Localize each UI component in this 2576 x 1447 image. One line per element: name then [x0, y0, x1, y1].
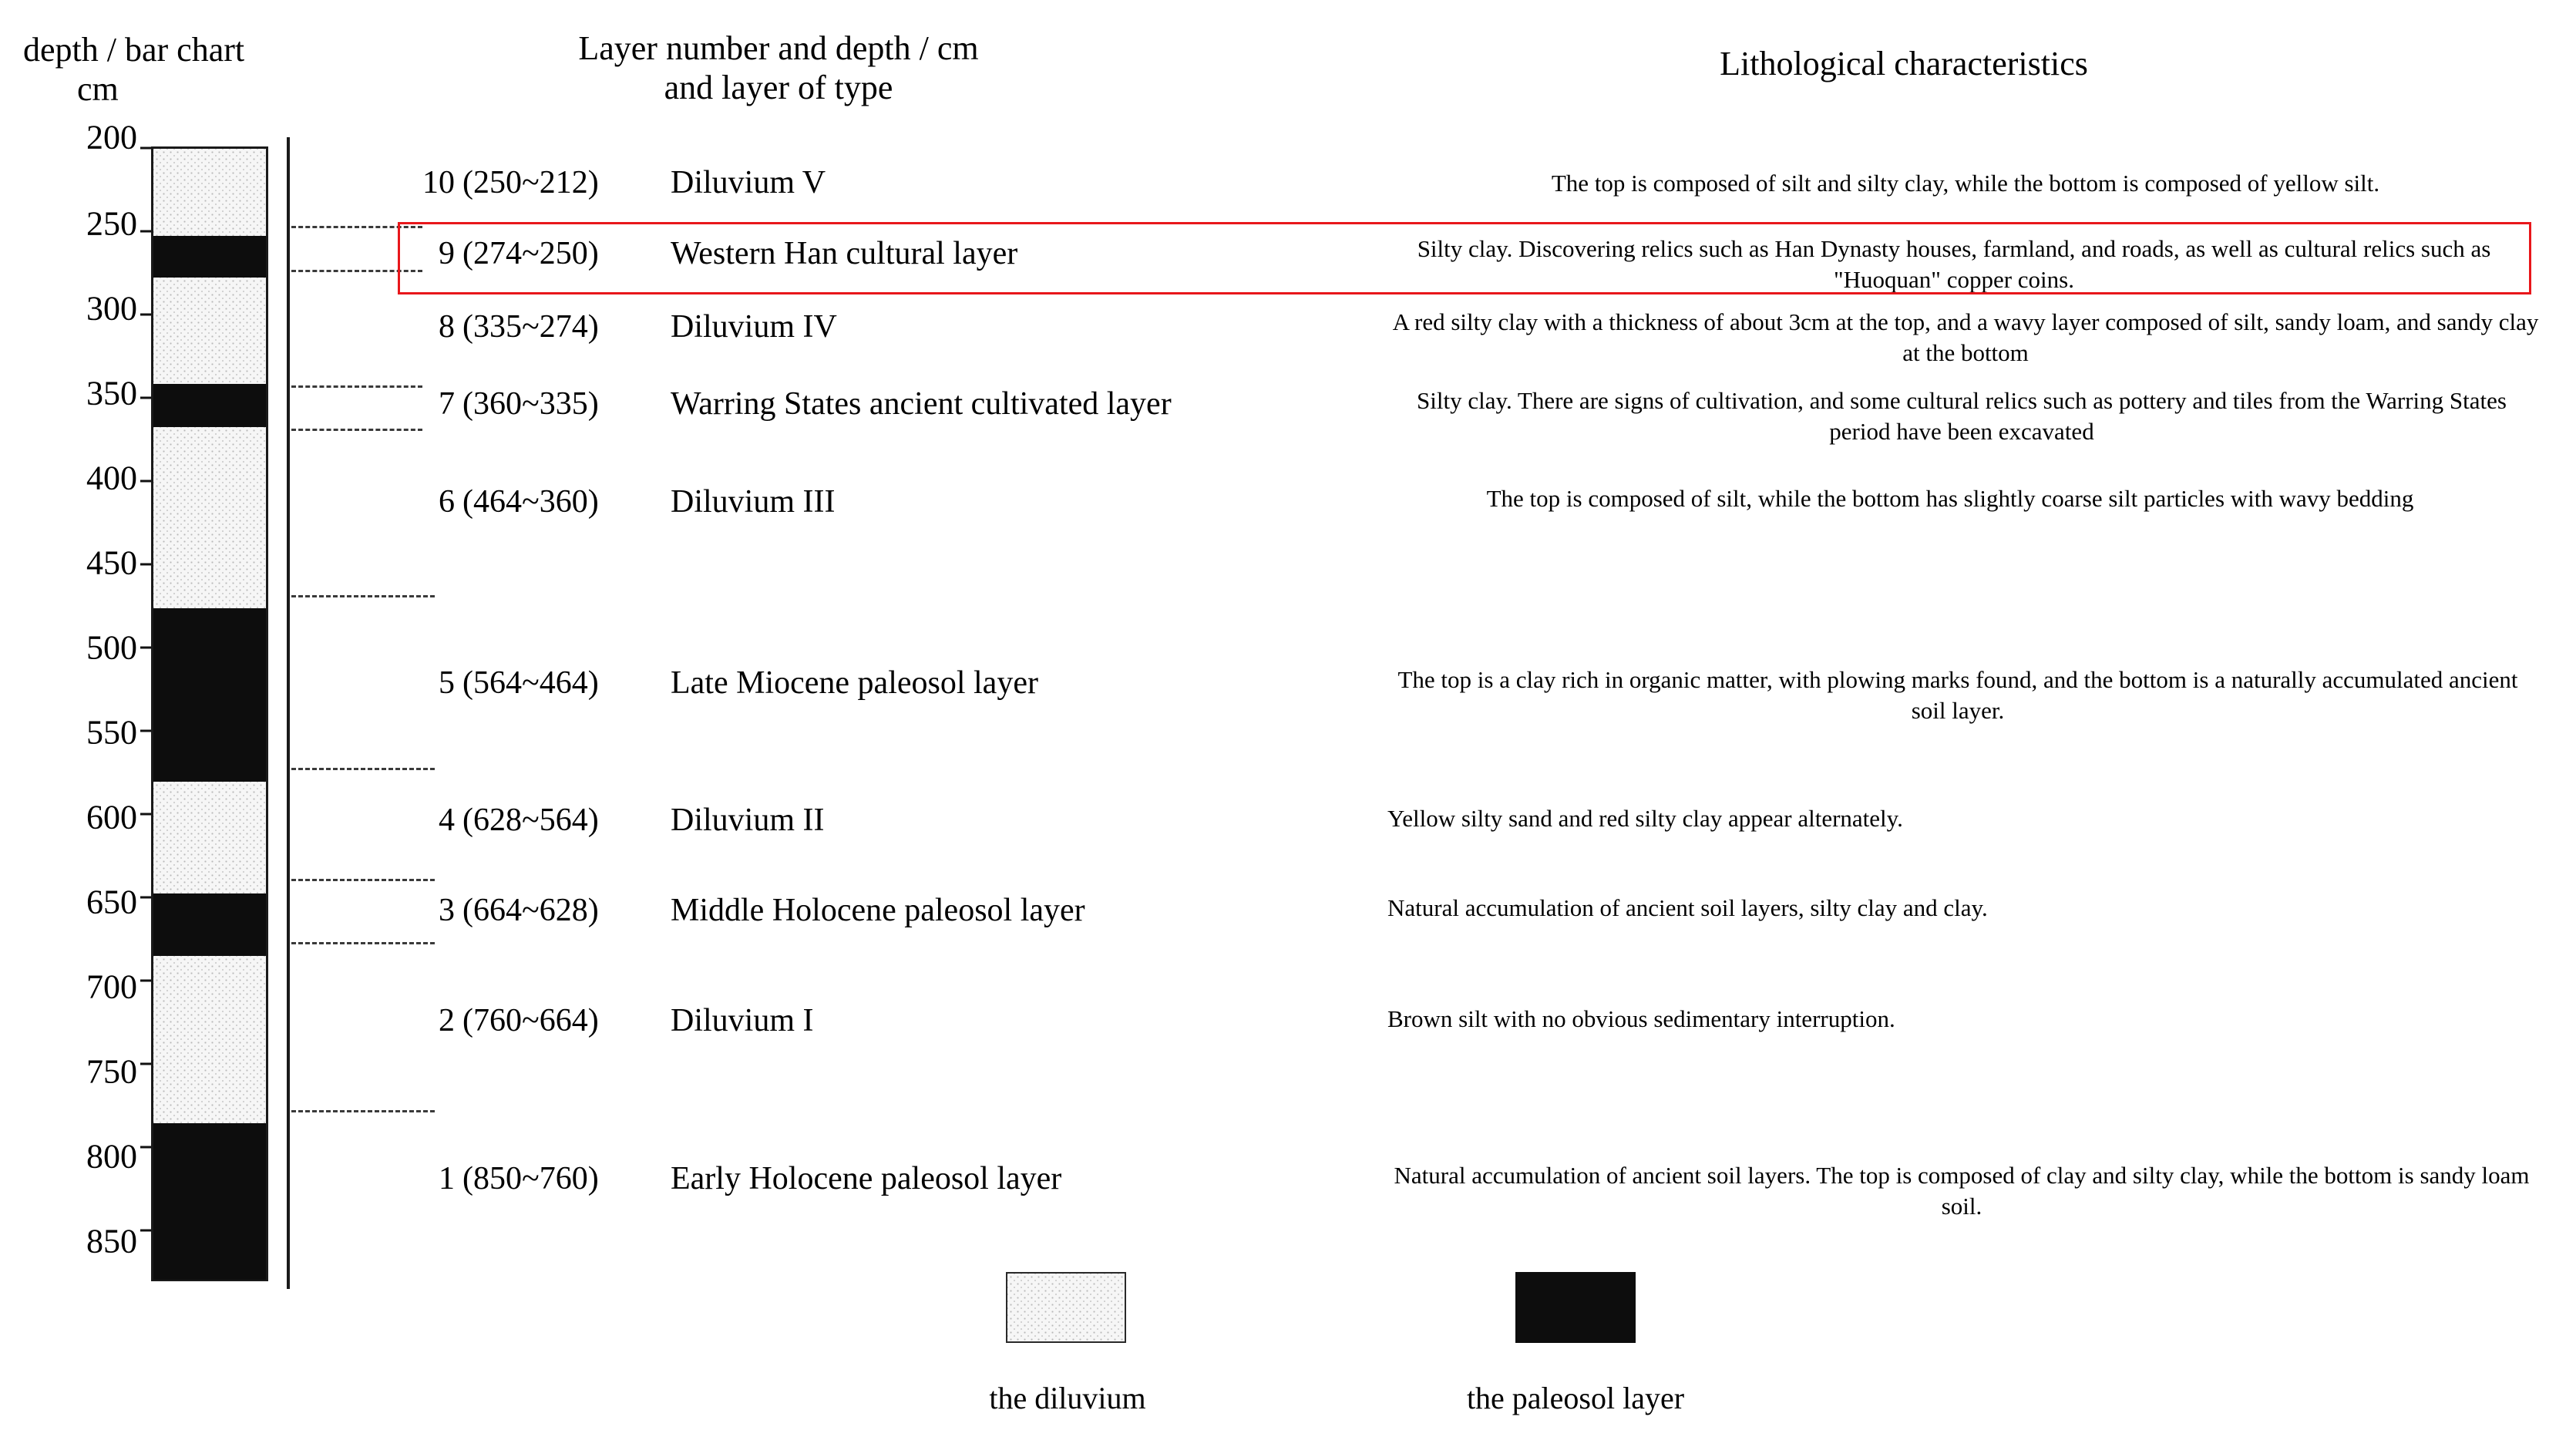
- chart-right-axis-line: [287, 137, 290, 1289]
- depth-axis-header-unit: cm: [77, 69, 119, 108]
- layer-number: 10: [422, 165, 455, 200]
- leader-line-layer-3-bottom: [291, 942, 435, 944]
- chart-segment-layer-9: [153, 236, 266, 278]
- layer-description-2: Brown silt with no obvious sedimentary interruption.: [1387, 1005, 1895, 1032]
- layer-type-name: Middle Holocene paleosol layer: [671, 893, 1085, 928]
- legend-swatch-diluvium: [1006, 1272, 1126, 1343]
- layer-description-7: Silty clay. There are signs of cultivation, and some cultural relics such as pottery and tiles from the Warring States period have been excavated: [1417, 387, 2507, 445]
- layer-number: 1: [439, 1161, 455, 1196]
- layer-depth-range: (360~335): [462, 386, 599, 422]
- axis-tick-label: 450: [86, 543, 137, 582]
- layer-number: 8: [439, 309, 455, 345]
- layer-column-header: [370, 29, 1187, 107]
- layer-type-name: Early Holocene paleosol layer: [671, 1161, 1062, 1196]
- depth-axis-header: [23, 31, 331, 109]
- layer-type-name: Diluvium I: [671, 1003, 814, 1038]
- axis-tick-label: 600: [86, 798, 137, 836]
- lithology-column-header: Lithological characteristics: [1720, 45, 2088, 82]
- leader-line-layer-3-top: [291, 879, 435, 881]
- layer-number: 7: [439, 386, 455, 422]
- chart-segment-layer-4: [153, 782, 266, 893]
- stratigraphic-column-chart: [151, 146, 268, 1281]
- layer-description-9: Silty clay. Discovering relics such as Han Dynasty houses, farmland, and roads, as well as cultural relics such as "Huoquan" copper coins.: [1417, 235, 2491, 293]
- layer-description-8: A red silty clay with a thickness of about 3cm at the top, and a wavy layer composed of silt, sandy loam, and sandy clay at the bottom: [1392, 308, 2539, 366]
- axis-tick-label: 700: [86, 967, 137, 1006]
- layer-type-name: Diluvium IV: [671, 309, 837, 345]
- chart-segment-layer-10: [153, 149, 266, 236]
- layer-number: 9: [439, 236, 455, 271]
- layer-depth-range: (464~360): [462, 484, 599, 520]
- layer-type-name: Late Miocene paleosol layer: [671, 665, 1038, 701]
- layer-description-3: Natural accumulation of ancient soil layers, silty clay and clay.: [1387, 894, 1988, 921]
- leader-line-layer-7-bottom: [291, 429, 422, 431]
- layer-depth-range: (274~250): [462, 236, 599, 271]
- layer-depth-range: (564~464): [462, 665, 599, 701]
- axis-tick-label: 300: [86, 289, 137, 328]
- chart-segment-layer-5: [153, 608, 266, 782]
- axis-tick-label: 800: [86, 1137, 137, 1176]
- layer-type-name: Diluvium II: [671, 803, 825, 838]
- leader-line-layer-1-top: [291, 1110, 435, 1112]
- chart-segment-layer-6: [153, 427, 266, 608]
- layer-type-name: Diluvium V: [671, 165, 826, 200]
- layer-depth-range: (628~564): [462, 803, 599, 838]
- axis-tick-label: 250: [86, 204, 137, 243]
- axis-tick-label: 400: [86, 459, 137, 497]
- layer-depth-range: (335~274): [462, 309, 599, 345]
- legend-label-diluvium: the diluvium: [989, 1381, 1146, 1415]
- layer-depth-range: (250~212): [462, 165, 599, 200]
- layer-description-4: Yellow silty sand and red silty clay appear alternately.: [1387, 805, 1903, 832]
- layer-number: 5: [439, 665, 455, 701]
- axis-tick-label: 750: [86, 1052, 137, 1091]
- layer-description-1: Natural accumulation of ancient soil layers. The top is composed of clay and silty clay, while the bottom is sandy loam soil.: [1394, 1162, 2530, 1220]
- layer-depth-range: (664~628): [462, 893, 599, 928]
- layer-depth-range: (760~664): [462, 1003, 599, 1038]
- layer-column-header-line1: Layer number and depth / cm: [578, 29, 979, 67]
- chart-segment-layer-3: [153, 893, 266, 956]
- layer-type-name: Diluvium III: [671, 484, 836, 520]
- layer-description-10: The top is composed of silt and silty clay, while the bottom is composed of yellow silt.: [1551, 170, 2380, 197]
- layer-number: 6: [439, 484, 455, 520]
- leader-line-layer-5-top: [291, 595, 435, 597]
- chart-segment-layer-8: [153, 278, 266, 384]
- layer-number: 2: [439, 1003, 455, 1038]
- leader-line-layer-9-top: [291, 226, 422, 228]
- legend-label-paleosol: the paleosol layer: [1466, 1381, 1685, 1415]
- legend-swatch-paleosol: [1515, 1272, 1636, 1343]
- depth-axis-header-line1: depth / bar chart: [23, 31, 245, 69]
- layer-depth-range: (850~760): [462, 1161, 599, 1196]
- layer-column-header-line2: and layer of type: [664, 68, 893, 106]
- leader-line-layer-5-bottom: [291, 768, 435, 770]
- layer-type-name: Western Han cultural layer: [671, 236, 1018, 271]
- layer-type-name: Warring States ancient cultivated layer: [671, 386, 1172, 422]
- layer-number: 4: [439, 803, 455, 838]
- chart-segment-layer-7: [153, 384, 266, 427]
- layer-number: 3: [439, 893, 455, 928]
- layer-description-6: The top is composed of silt, while the bottom has slightly coarse silt particles with wavy bedding: [1486, 485, 2414, 512]
- depth-axis: [46, 116, 154, 1318]
- chart-segment-layer-1: [153, 1123, 266, 1280]
- axis-tick-label: 650: [86, 883, 137, 921]
- axis-tick-label: 500: [86, 628, 137, 667]
- axis-tick-label: 550: [86, 713, 137, 752]
- axis-tick-label: 350: [86, 374, 137, 412]
- chart-segment-layer-2: [153, 956, 266, 1123]
- axis-tick-label: 200: [86, 118, 137, 156]
- axis-tick-label: 850: [86, 1222, 137, 1260]
- layer-description-5: The top is a clay rich in organic matter, with plowing marks found, and the bottom is a naturally accumulated ancient soil layer.: [1397, 666, 2518, 724]
